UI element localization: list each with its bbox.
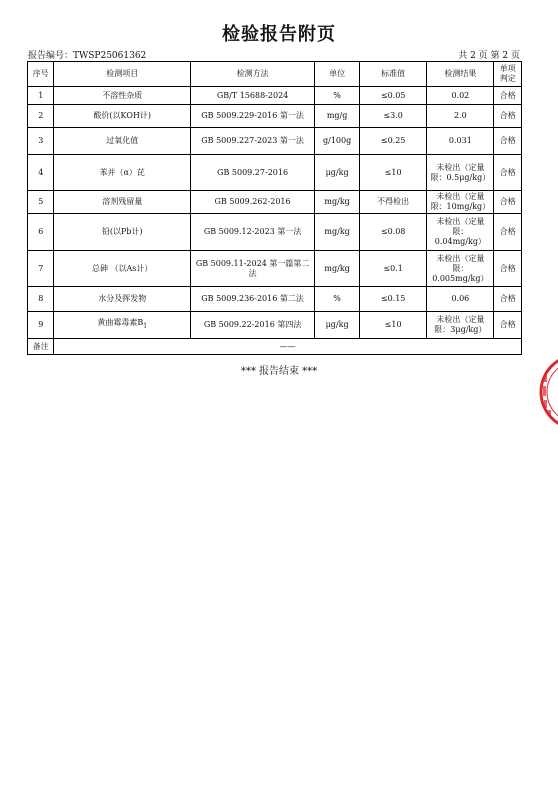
cell-method: GB 5009.236-2016 第二法	[190, 287, 314, 312]
cell-no: 3	[28, 128, 54, 155]
cell-result: 未检出（定量限：0.005mg/kg）	[427, 251, 494, 287]
remark-label: 备注	[28, 339, 54, 355]
cell-verdict: 合格	[494, 191, 522, 214]
cell-no: 5	[28, 191, 54, 214]
cell-verdict: 合格	[494, 128, 522, 155]
page-info: 共 2 页 第 2 页	[458, 51, 520, 61]
cell-no: 9	[28, 312, 54, 339]
cell-unit: mg/kg	[315, 251, 360, 287]
cell-unit: %	[315, 287, 360, 312]
cell-verdict: 合格	[494, 155, 522, 191]
cell-no: 4	[28, 155, 54, 191]
cell-method: GB 5009.229-2016 第一法	[190, 105, 314, 128]
table-row	[28, 128, 522, 155]
remark-row	[28, 339, 522, 355]
header-item: 检测项目	[54, 62, 190, 87]
cell-verdict: 合格	[494, 87, 522, 105]
cell-standard: ≤0.1	[360, 251, 427, 287]
table-row	[28, 155, 522, 191]
cell-standard: ≤10	[360, 312, 427, 339]
cell-result: 未检出（定量限：3μg/kg）	[427, 312, 494, 339]
cell-result: 0.02	[427, 87, 494, 105]
cell-method: GB 5009.27-2016	[190, 155, 314, 191]
cell-unit: μg/kg	[315, 312, 360, 339]
cell-unit: mg/kg	[315, 214, 360, 251]
cell-method: GB 5009.12-2023 第一法	[190, 214, 314, 251]
cell-item: 水分及挥发物	[54, 287, 190, 312]
cell-unit: mg/kg	[315, 191, 360, 214]
table-row	[28, 251, 522, 287]
cell-unit: %	[315, 87, 360, 105]
header-unit: 单位	[315, 62, 360, 87]
cell-verdict: 合格	[494, 312, 522, 339]
cell-standard: ≤3.0	[360, 105, 427, 128]
report-title: 检验报告附页	[222, 24, 336, 45]
cell-result: 2.0	[427, 105, 494, 128]
cell-item: 总砷 （以As计）	[54, 251, 190, 287]
header-result: 检测结果	[427, 62, 494, 87]
cell-method: GB/T 15688-2024	[190, 87, 314, 105]
table-row	[28, 287, 522, 312]
header-no: 序号	[28, 62, 54, 87]
cell-standard: 不得检出	[360, 191, 427, 214]
report-end-marker: *** 报告结束 ***	[240, 366, 318, 377]
cell-method: GB 5009.22-2016 第四法	[190, 312, 314, 339]
cell-no: 1	[28, 87, 54, 105]
cell-standard: ≤0.08	[360, 214, 427, 251]
cell-item: 过氧化值	[54, 128, 190, 155]
header-standard: 标准值	[360, 62, 427, 87]
table-row	[28, 87, 522, 105]
cell-standard: ≤0.25	[360, 128, 427, 155]
official-stamp	[538, 352, 558, 432]
cell-item: 酸价(以KOH计)	[54, 105, 190, 128]
table-row	[28, 214, 522, 251]
cell-standard: ≤0.05	[360, 87, 427, 105]
table-row	[28, 191, 522, 214]
cell-unit: mg/g	[315, 105, 360, 128]
report-number: 报告编号：TWSP25061362	[28, 51, 147, 61]
cell-result: 0.06	[427, 287, 494, 312]
cell-result: 未检出（定量限：0.5μg/kg）	[427, 155, 494, 191]
cell-no: 2	[28, 105, 54, 128]
cell-standard: ≤0.15	[360, 287, 427, 312]
cell-standard: ≤10	[360, 155, 427, 191]
cell-item: 铅(以Pb计)	[54, 214, 190, 251]
remark-value: ——	[54, 339, 522, 355]
table-row	[28, 312, 522, 339]
cell-verdict: 合格	[494, 105, 522, 128]
item-subscript: 1	[143, 322, 148, 330]
cell-verdict: 合格	[494, 287, 522, 312]
item-text: 黄曲霉毒素B	[97, 318, 144, 328]
cell-result: 未检出（定量限：10mg/kg）	[427, 191, 494, 214]
table-row	[28, 105, 522, 128]
cell-verdict: 合格	[494, 214, 522, 251]
cell-no: 8	[28, 287, 54, 312]
header-verdict: 单项判定	[494, 62, 522, 87]
cell-no: 6	[28, 214, 54, 251]
cell-method: GB 5009.227-2023 第一法	[190, 128, 314, 155]
results-table	[27, 61, 522, 355]
cell-item: 溶剂残留量	[54, 191, 190, 214]
cell-result: 0.031	[427, 128, 494, 155]
cell-no: 7	[28, 251, 54, 287]
cell-item: 苯并（α）芘	[54, 155, 190, 191]
cell-method: GB 5009.11-2024 第一篇第二法	[190, 251, 314, 287]
cell-verdict: 合格	[494, 251, 522, 287]
cell-unit: g/100g	[315, 128, 360, 155]
cell-item	[54, 312, 190, 339]
cell-method: GB 5009.262-2016	[190, 191, 314, 214]
cell-unit: μg/kg	[315, 155, 360, 191]
header-method: 检测方法	[190, 62, 314, 87]
table-header-row	[28, 62, 522, 87]
cell-item: 不溶性杂质	[54, 87, 190, 105]
cell-result: 未检出（定量限：0.04mg/kg）	[427, 214, 494, 251]
